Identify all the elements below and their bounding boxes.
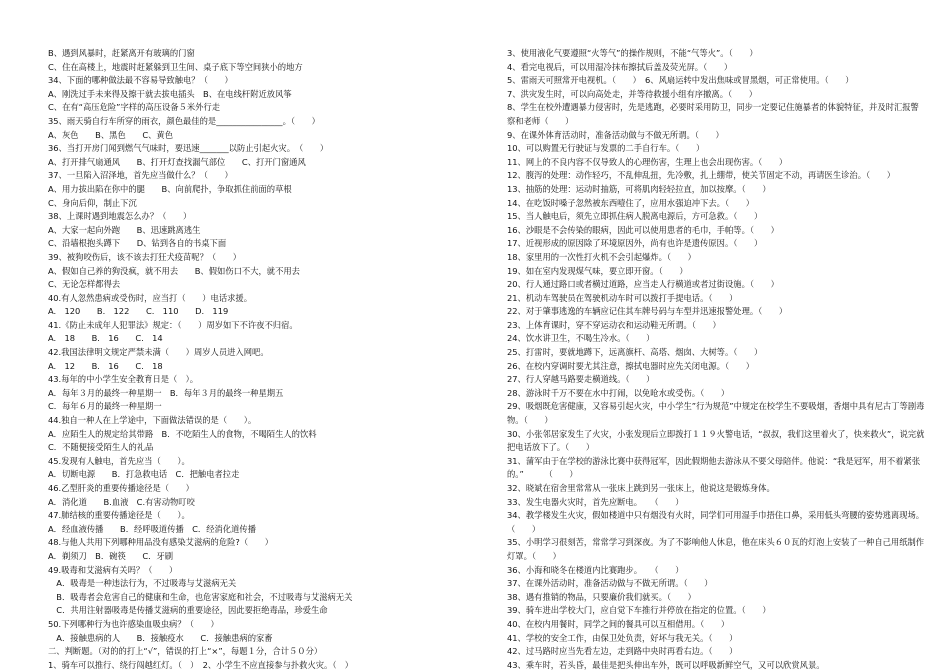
- left-column-line: 48.与他人共用下列哪种用品没有感染艾滋病的危险?（ ）: [48, 537, 274, 548]
- left-column-line: 39、被狗咬伤后，该不该去打狂犬疫苗呢？（ ）: [48, 251, 242, 262]
- left-column-line: C．共用注射器吸毒是传播艾滋病的重要途径，因此要拒绝毒品，珍爱生命: [48, 605, 328, 616]
- right-column-line: 14、在吃饭时嗓子忽然被东西噎住了，应用水强迫冲下去。（ ）: [507, 197, 755, 208]
- right-column-line: 11、网上的不良内容不仅导致人的心理伤害，生理上也会出现伤害。（ ）: [507, 156, 788, 167]
- right-column-line: 43、乘车时，若头昏，最佳是把头伸出车外，既可以呼吸新鲜空气，又可以欣赏风景。: [507, 659, 825, 670]
- left-column-line: 44.独自一种人在上学途中，下面做法错误的是（ ）。: [48, 415, 257, 426]
- right-column-line: 41、学校的安全工作，由保卫处负责，好坏与我无关。（ ）: [507, 632, 738, 643]
- right-column-line: 9、在课外体育活动时，准备活动做与不做无所谓。（ ）: [507, 129, 724, 140]
- left-column-line: 40.有人忽然患病或受伤时，应当打（ ）电话求援。: [48, 292, 253, 303]
- right-column-line: 34、教学楼发生火灾，假如楼道中只有烟没有火时，同学们可用湿手巾捂住口鼻，采用低头弯腰的姿势逃离现场。（ ）: [507, 510, 925, 534]
- right-column-line: 35、小明学习很刻苦，常常学习到深夜。为了不影响他人休息，他在床头６０瓦的灯泡上安装了一种自己用纸制作灯罩。（ ）: [507, 537, 925, 561]
- left-column-line: 47.肺结核的重要传播途径是（ ）。: [48, 510, 190, 521]
- left-column-line: 37、一旦陷入沼泽地，首先应当做什么？（ ）: [48, 170, 233, 181]
- left-column-line: A、灰色 B、黑色 C、黄色: [48, 129, 174, 140]
- right-column-line: 33、发生电器火灾时，首先应断电。 （ ）: [507, 496, 684, 507]
- left-column-line: C、无论怎样都得去: [48, 279, 121, 290]
- right-column-line: 3、使用液化气要遵照“火等气”的操作规则，不能“气等火”。（ ）: [507, 48, 758, 58]
- left-column-line: 38、上课时遇到地震怎么办？（ ）: [48, 211, 192, 222]
- right-column-line: 42、过马路时应当先看左边，走到路中央时再看右边。（ ）: [507, 646, 738, 657]
- left-column-line: A．应陌生人的规定给其带路 B．不吃陌生人的食物，不喝陌生人的饮料: [48, 428, 317, 439]
- left-column-line: 49.吸毒和艾滋病有关吗？（ ）: [48, 564, 178, 575]
- left-column-line: 36、当打开房门闻到燃气气味时，要迅速_______以防止引起火灾。 （ ）: [48, 143, 329, 154]
- left-column-line: C．每年６月的最终一种星期一: [48, 401, 162, 412]
- right-column-line: 40、在校内用餐时，同学之间的餐具可以互相借用。（ ）: [507, 618, 730, 629]
- left-column-line: A．接触患病的人 B．接触疫水 C．接触患病的家畜: [48, 632, 273, 643]
- left-column-line: A、假如自己养的狗没疯，就不用去 B、假如伤口不大，就不用去: [48, 265, 300, 276]
- left-column-line: 50.下列哪种行为也许感染血吸虫病？（ ）: [48, 618, 219, 629]
- right-column-line: 15、当人触电后，须先立即抓住病人脱离电源后，方可急救。（ ）: [507, 211, 763, 222]
- left-column-line: 45.发现有人触电，首先应当（ ）。: [48, 455, 190, 466]
- right-column-line: 24、饮水讲卫生，不喝生冷水。（ ）: [507, 333, 655, 344]
- left-column-line: C、住在高楼上，地震时赶紧躲到卫生间、桌子底下等空间狭小的地方: [48, 61, 303, 72]
- right-column-line: 19、如在室内发现煤气味，要立即开窗。（ ）: [507, 265, 688, 276]
- left-column-line: A．每年３月的最终一种星期一 B．每年３月的最终一种星期五: [48, 387, 284, 398]
- right-column-line: 25、打雷时，要就地蹲下，远离旗杆、高塔、烟囱、大树等。（ ）: [507, 347, 763, 358]
- right-column-line: 7、洪灾发生时，可以向高处走，并等待救援小组有序撤离。（ ）: [507, 88, 758, 99]
- right-column: [507, 47, 925, 672]
- left-column-line: A、打开排气扇通风 B、打开灯查找漏气部位 C、打开门窗通风: [48, 156, 306, 167]
- left-column-line: C．不随便接受陌生人的礼品: [48, 442, 154, 453]
- right-column-line: 5、雷雨天可照常开电视机。（ ） 6、风扇运转中发出焦味或冒黑烟，可正常使用。（ ）: [507, 75, 854, 86]
- left-column-line: 34、下面的哪种做法最不容易导致触电？（ ）: [48, 75, 233, 86]
- right-column-line: 16、沙眼是不会传染的眼病，因此可以使用患者的毛巾，手帕等。（ ）: [507, 224, 779, 235]
- left-column-line: 41.《防止未成年人犯罪法》规定：（ ）周岁如下不许夜不归宿。: [48, 319, 298, 330]
- right-column-line: 8、学生在校外遭遇暴力侵害时，先是逃跑，必要时采用防卫，同步一定要记住施暴者的体貌特征，并及时汇报警察和老师（ ）: [507, 102, 919, 126]
- left-column-line: A、大家一起向外跑 B、迅速跳离逃生: [48, 224, 201, 235]
- left-column-line: A．消化道 B.血液 C.有害动物叮咬: [48, 496, 195, 507]
- right-column-line: 38、遇有推销的物品，只要廉价我们就买。（ ）: [507, 591, 696, 602]
- left-column-line: A．经血液传播 B．经呼吸道传播 C．经消化道传播: [48, 523, 256, 534]
- left-column-line: 1、骑车可以推行、绕行闯越红灯。（ ） 2、小学生不应直接参与扑救火灾。（ ）: [48, 659, 354, 670]
- right-column-line: 13、抽筋的处理：运动时抽筋，可将肌肉轻轻拉直，加以按摩。（ ）: [507, 183, 771, 194]
- right-column-line: 20、行人通过路口或者横过道路，应当走人行横道或者过街设施。（ ）: [507, 279, 779, 290]
- right-column-line: 28、游泳时千万不要在水中打闹，以免呛水或受伤。（ ）: [507, 387, 730, 398]
- left-column-line: A. 120 B. 122 C. 110 D. 119: [48, 306, 229, 317]
- right-column-line: 27、行人穿越马路要走横道线。（ ）: [507, 374, 655, 385]
- right-column-line: 10、可以购置无行驶证与发票的二手自行车。（ ）: [507, 143, 705, 154]
- left-column-line: C、在有“高压危险”字样的高压设备５米外行走: [48, 102, 221, 113]
- right-column-line: 22、对于肇事逃逸的车辆应记住其车牌号码与车型并迅速报警处理。（ ）: [507, 306, 788, 317]
- right-column-line: 4、看完电视后，可以用湿冷抹布擦拭后盖及荧光屏。（ ）: [507, 61, 733, 72]
- left-column-line: 二、判断题。（对的的打上“√”，错误的打上“×”，每题１分，合计５０分）: [48, 646, 323, 657]
- right-column-line: 30、小张邻居家发生了火灾，小张发现后立即拨打１１９火警电话，“叔叔，我们这里着火了，快来救火”，说完就把电话放下了。（ ）: [507, 428, 925, 453]
- left-column-line: A. 18 B. 16 C. 14: [48, 333, 163, 344]
- left-column-line: B．吸毒者会危害自己的健康和生命，也危害家庭和社会，不过吸毒与艾滋病无关: [48, 591, 353, 602]
- left-column-line: 46.乙型肝炎的重要传播途径是（ ）: [48, 483, 194, 493]
- left-column-line: B、遇到风暴时，赶紧离开有玻璃的门窗: [48, 48, 195, 58]
- left-column-line: A．吸毒是一种违法行为，不过吸毒与艾滋病无关: [48, 578, 237, 589]
- right-column-line: 29、吸烟既危害健康，又容易引起火灾，中小学生”行为规范”中规定在校学生不要吸烟，香烟中具有尼古丁等剧毒物。（ ）: [507, 401, 925, 426]
- left-column-line: C、沿墙根抱头蹲下 D、钻到各自的书桌下面: [48, 238, 227, 249]
- right-column-line: 23、上体育课时，穿不穿运动衣和运动鞋无所谓。（ ）: [507, 319, 721, 330]
- left-column-line: 42.我国法律明文规定严禁未满（ ）周岁人员进入网吧。: [48, 347, 269, 358]
- right-column-line: 39、骑车进出学校大门，应自觉下车推行并停放在指定的位置。（ ）: [507, 605, 771, 616]
- left-column-line: A、刚洗过手未来得及擦干就去拔电插头 B、在电线杆附近放风筝: [48, 88, 292, 99]
- right-column-line: 37、在课外活动时，准备活动做与不做无所谓。（ ）: [507, 578, 713, 589]
- left-column-line: A. 12 B. 16 C. 18: [48, 360, 163, 371]
- right-column-line: 36、小海和晓冬在楼道内比赛跑步。 （ ）: [507, 564, 684, 575]
- left-column-line: A、用力拔出陷在你中的腿 B、向前爬扑，争取抓住前面的草根: [48, 183, 292, 194]
- right-column-line: 17、近视形成的原因除了环境原因外，尚有也许是遗传原因。（ ）: [507, 238, 763, 249]
- left-column-line: 35、雨天骑自行车所穿的雨衣，颜色最佳的是________________。（ ）: [48, 115, 320, 126]
- right-column-line: 12、腹泻的处理：动作轻巧，不乱伸乱扭，先冷敷，扎上绷带，使关节固定不动，再请医生诊治。（ ）: [507, 170, 896, 181]
- right-column-line: 21、机动车驾驶员在驾驶机动车时可以拨打手提电话。（ ）: [507, 292, 738, 303]
- left-column-line: A．切断电源 B．打急救电话 C．把触电者拉走: [48, 469, 240, 480]
- right-column-line: 18、家里用的一次性打火机不会引起爆炸。（ ）: [507, 251, 696, 262]
- left-column: [48, 47, 468, 672]
- left-column-line: A．剃须刀 B．碗筷 C．牙刷: [48, 550, 174, 561]
- left-column-line: 43.每年的中小学生安全教育日是（ ）。: [48, 374, 199, 385]
- right-column-line: 31、蒲军由于在学校的游泳比赛中获得冠军，因此假期他去游泳从不要父母陪伴。他说：“我是冠军，用不着紧张的。” （ ）: [507, 455, 921, 480]
- left-column-line: C、身向后仰，制止下沉: [48, 197, 137, 208]
- right-column-line: 26、在校内穿调时要尤其注意，擦拭电器时应先关闭电源。（ ）: [507, 360, 755, 371]
- right-column-line: 32、晓斌在宿舍里常常从一张床上跳到另一张床上，他说这是锻炼身体。: [507, 483, 775, 493]
